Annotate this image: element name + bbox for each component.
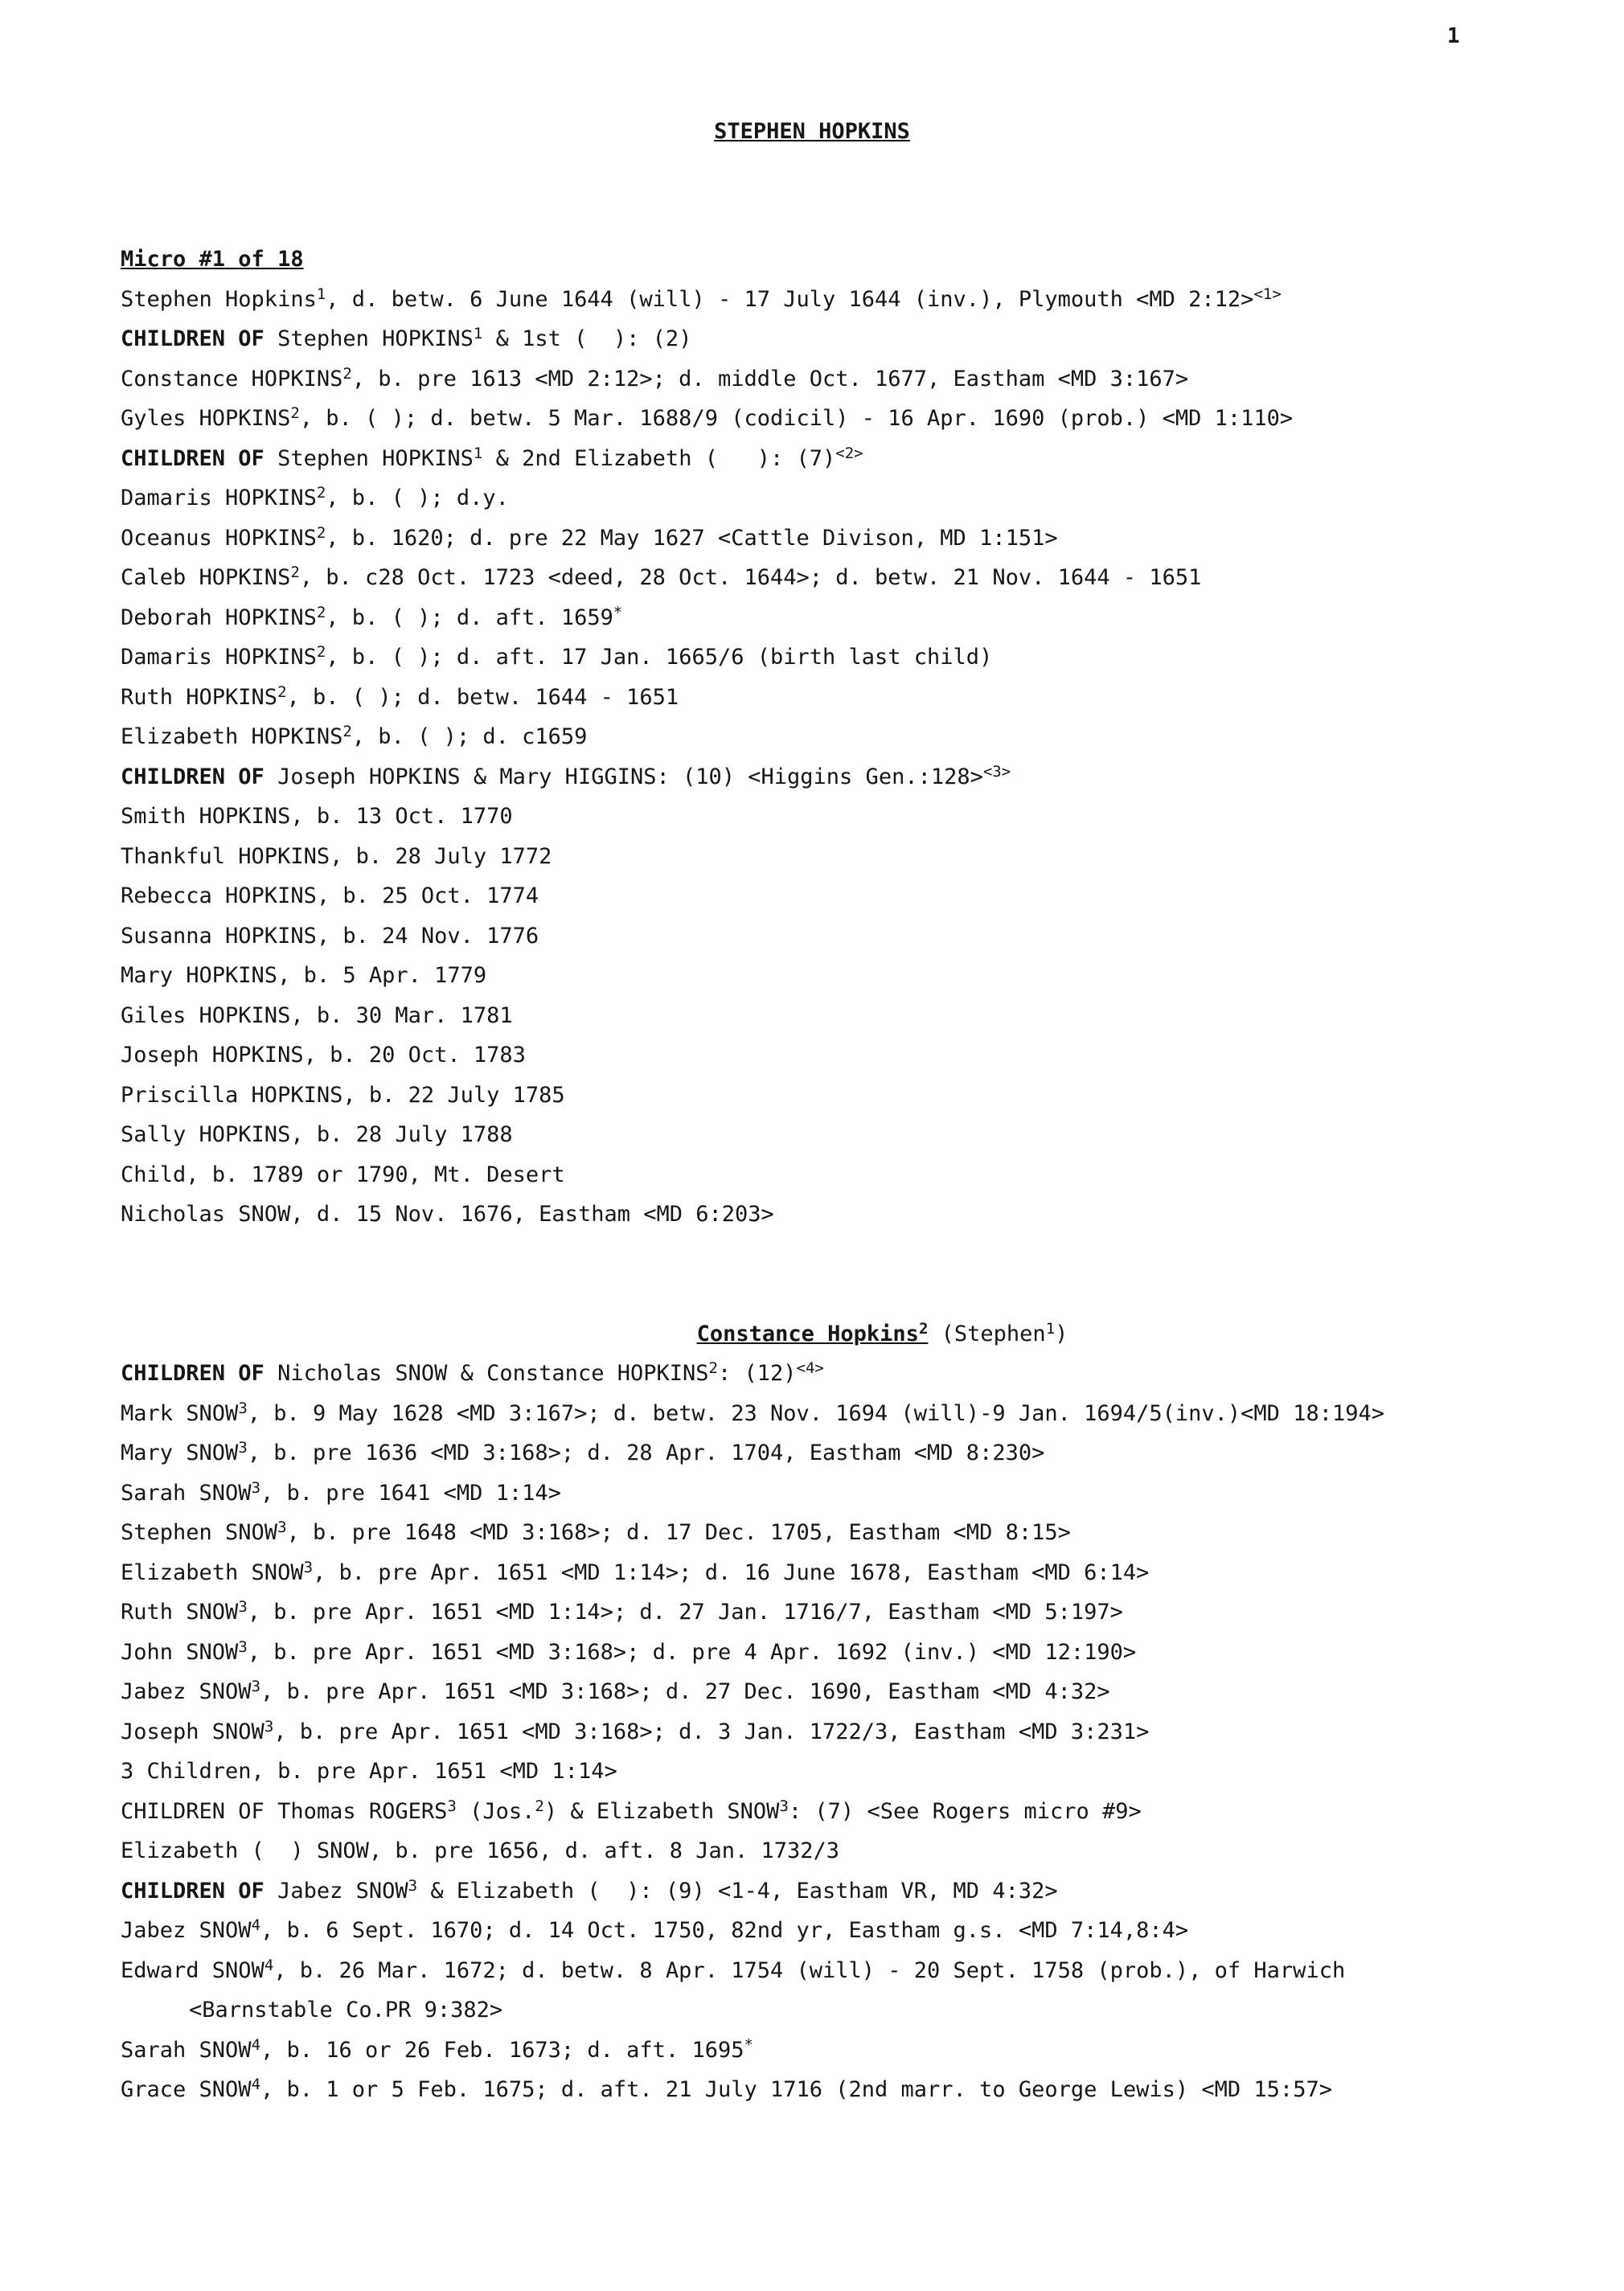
- record-list: [121, 240, 1592, 2110]
- hopkins-records: [121, 280, 1592, 1235]
- spacer: [121, 1235, 1592, 1275]
- children-header-line: CHILDREN OF Stephen HOPKINS$^1$ & 1st ( ): (2): [121, 325, 692, 351]
- record-line: John SNOW$^3$, b. pre Apr. 1651 <MD 3:168>; d. pre 4 Apr. 1692 (inv.) <MD 12:190>: [121, 1637, 1137, 1665]
- record-line: 3 Children, b. pre Apr. 1651 <MD 1:14>: [121, 1759, 617, 1784]
- record-line: Edward SNOW$^4$, b. 26 Mar. 1672; d. betw. 8 Apr. 1754 (will) - 20 Sept. 1758 (prob.), of Harwich: [121, 1956, 1346, 1983]
- record-line: Nicholas SNOW, d. 15 Nov. 1676, Eastham <MD 6:203>: [121, 1202, 774, 1227]
- record-line: Elizabeth ( ) SNOW, b. pre 1656, d. aft. 8 Jan. 1732/3: [121, 1838, 840, 1863]
- record-line: Sarah SNOW$^4$, b. 16 or 26 Feb. 1673; d. aft. 1695*: [121, 2035, 753, 2063]
- record-line: Oceanus HOPKINS$^2$, b. 1620; d. pre 22 May 1627 <Cattle Divison, MD 1:151>: [121, 523, 1058, 551]
- record-line: <Barnstable Co.PR 9:382>: [189, 1998, 503, 2023]
- record-line: Ruth HOPKINS$^2$, b. ( ); d. betw. 1644 - 1651: [121, 682, 679, 710]
- page-number: 1: [1447, 24, 1460, 48]
- record-line: Susanna HOPKINS, b. 24 Nov. 1776: [121, 923, 539, 949]
- children-header-line: CHILDREN OF Jabez SNOW$^3$ & Elizabeth ( ): (9) <1-4, Eastham VR, MD 4:32>: [121, 1876, 1058, 1904]
- snow-records: [121, 1354, 1592, 2110]
- record-line: Mark SNOW$^3$, b. 9 May 1628 <MD 3:167>; d. betw. 23 Nov. 1694 (will)-9 Jan. 1694/5(inv.)<MD 18:194>: [121, 1399, 1384, 1426]
- record-line: Giles HOPKINS, b. 30 Mar. 1781: [121, 1002, 513, 1028]
- record-line: Smith HOPKINS, b. 13 Oct. 1770: [121, 804, 513, 829]
- record-line: Mary SNOW$^3$, b. pre 1636 <MD 3:168>; d. 28 Apr. 1704, Eastham <MD 8:230>: [121, 1439, 1045, 1465]
- record-line: Sally HOPKINS, b. 28 July 1788: [121, 1122, 513, 1147]
- record-line: Damaris HOPKINS$^2$, b. ( ); d.y.: [121, 484, 509, 510]
- record-line: Caleb HOPKINS$^2$, b. c28 Oct. 1723 <deed, 28 Oct. 1644>; d. betw. 21 Nov. 1644 - 1651: [121, 564, 1202, 590]
- record-line: Stephen Hopkins$^1$, d. betw. 6 June 1644 (will) - 17 July 1644 (inv.), Plymouth <MD 2:12>$^{<1>}$: [121, 285, 1282, 312]
- record-line: Mary HOPKINS, b. 5 Apr. 1779: [121, 963, 487, 988]
- record-line: Rebecca HOPKINS, b. 25 Oct. 1774: [121, 883, 539, 908]
- record-line: Damaris HOPKINS$^2$, b. ( ); d. aft. 17 Jan. 1665/6 (birth last child): [121, 643, 993, 670]
- record-line: Constance HOPKINS$^2$, b. pre 1613 <MD 2:12>; d. middle Oct. 1677, Eastham <MD 3:167>: [121, 364, 1189, 391]
- record-line: Stephen SNOW$^3$, b. pre 1648 <MD 3:168>; d. 17 Dec. 1705, Eastham <MD 8:15>: [121, 1518, 1071, 1545]
- record-line: Elizabeth SNOW$^3$, b. pre Apr. 1651 <MD 1:14>; d. 16 June 1678, Eastham <MD 6:14>: [121, 1558, 1150, 1585]
- section-heading: Constance Hopkins$^2$ (Stephen$^1$): [696, 1319, 1068, 1346]
- record-line: Sarah SNOW$^3$, b. pre 1641 <MD 1:14>: [121, 1478, 561, 1506]
- children-header-line: CHILDREN OF Joseph HOPKINS & Mary HIGGINS: (10) <Higgins Gen.:128>$^{<3>}$: [121, 762, 1011, 789]
- record-line: Joseph SNOW$^3$, b. pre Apr. 1651 <MD 3:168>; d. 3 Jan. 1722/3, Eastham <MD 3:231>: [121, 1717, 1150, 1744]
- record-line: Deborah HOPKINS$^2$, b. ( ); d. aft. 1659*: [121, 603, 623, 630]
- record-line: Child, b. 1789 or 1790, Mt. Desert: [121, 1162, 565, 1187]
- section-heading-name: Constance Hopkins$^2$: [696, 1319, 929, 1346]
- record-line: Grace SNOW$^4$, b. 1 or 5 Feb. 1675; d. aft. 21 July 1716 (2nd marr. to George Lewis) <MD 15:57>: [121, 2076, 1332, 2102]
- record-line: Ruth SNOW$^3$, b. pre Apr. 1651 <MD 1:14>; d. 27 Jan. 1716/7, Eastham <MD 5:197>: [121, 1598, 1123, 1625]
- children-header-line: CHILDREN OF Stephen HOPKINS$^1$ & 2nd Elizabeth ( ): $(7)^{<2>}$: [121, 444, 863, 471]
- record-line: Joseph HOPKINS, b. 20 Oct. 1783: [121, 1043, 526, 1068]
- record-line: Thankful HOPKINS, b. 28 July 1772: [121, 843, 552, 869]
- page-title: STEPHEN HOPKINS: [714, 119, 910, 144]
- record-line: Gyles HOPKINS$^2$, b. ( ); d. betw. 5 Mar. 1688/9 (codicil) - 16 Apr. 1690 (prob.) <MD 1:110>: [121, 404, 1294, 431]
- record-line: Jabez SNOW$^3$, b. pre Apr. 1651 <MD 3:168>; d. 27 Dec. 1690, Eastham <MD 4:32>: [121, 1678, 1110, 1704]
- record-line: CHILDREN OF Thomas ROGERS$^3$ (Jos.$^2$) & Elizabeth SNOW$^3$: (7) <See Rogers micro #9>: [121, 1797, 1142, 1824]
- record-line: Elizabeth HOPKINS$^2$, b. ( ); d. c1659: [121, 723, 588, 749]
- micro-label: Micro #1 of 18: [121, 247, 304, 272]
- children-header-line: CHILDREN OF Nicholas SNOW & Constance HOPKINS$^2$: $(12)^{<4>}$: [121, 1359, 824, 1386]
- record-line: Priscilla HOPKINS, b. 22 July 1785: [121, 1082, 565, 1108]
- record-line: Jabez SNOW$^4$, b. 6 Sept. 1670; d. 14 Oct. 1750, 82nd yr, Eastham g.s. <MD 7:14,8:4>: [121, 1916, 1189, 1943]
